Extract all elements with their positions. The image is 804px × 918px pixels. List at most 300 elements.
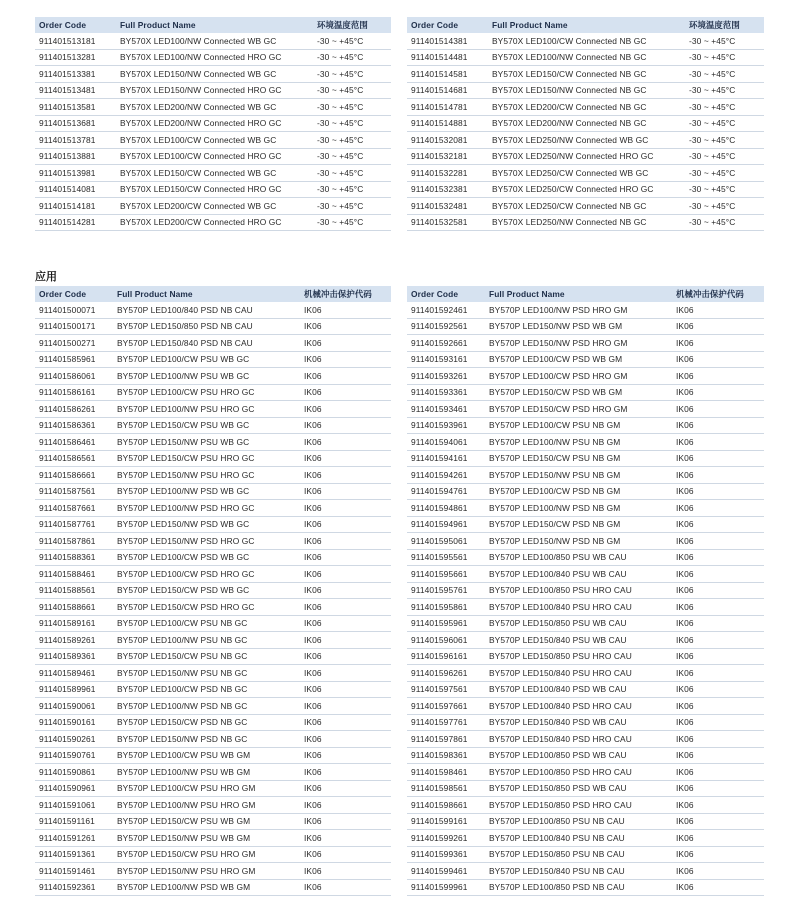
table-row xyxy=(407,764,764,781)
cell-order-code: 911401589161 xyxy=(35,615,113,632)
table-row xyxy=(407,165,764,182)
cell-product-name: BY570P LED100/CW PSU NB GM xyxy=(485,417,672,434)
cell-spec-value: IK06 xyxy=(300,368,391,385)
cell-product-name: BY570P LED100/840 PSU WB CAU xyxy=(485,566,672,583)
cell-order-code: 911401514181 xyxy=(35,198,116,215)
cell-product-name: BY570P LED100/NW PSD HRO GC xyxy=(113,500,300,517)
column-header-spec-value: 环境温度范围 xyxy=(313,17,391,33)
cell-order-code: 911401513581 xyxy=(35,99,116,116)
table-row xyxy=(35,302,391,318)
cell-spec-value: IK06 xyxy=(672,632,764,649)
table-row xyxy=(407,132,764,149)
cell-product-name: BY570P LED150/840 PSD HRO CAU xyxy=(485,731,672,748)
cell-order-code: 911401593161 xyxy=(407,351,485,368)
cell-order-code: 911401586461 xyxy=(35,434,113,451)
cell-product-name: BY570P LED150/CW PSU WB GC xyxy=(113,417,300,434)
cell-product-name: BY570X LED200/CW Connected NB GC xyxy=(488,99,685,116)
cell-product-name: BY570X LED100/CW Connected WB GC xyxy=(116,132,313,149)
cell-product-name: BY570P LED150/CW PSD HRO GC xyxy=(113,599,300,616)
cell-order-code: 911401590061 xyxy=(35,698,113,715)
cell-order-code: 911401532381 xyxy=(407,181,488,198)
table-row xyxy=(35,49,391,66)
table-row xyxy=(407,49,764,66)
cell-order-code: 911401594261 xyxy=(407,467,485,484)
cell-order-code: 911401597861 xyxy=(407,731,485,748)
cell-spec-value: -30 ~ +45°C xyxy=(685,214,764,231)
cell-spec-value: IK06 xyxy=(300,879,391,896)
table-row xyxy=(35,198,391,215)
table-row xyxy=(407,467,764,484)
cell-product-name: BY570X LED250/CW Connected NB GC xyxy=(488,198,685,215)
cell-product-name: BY570P LED100/NW PSU HRO GM xyxy=(113,797,300,814)
cell-order-code: 911401587661 xyxy=(35,500,113,517)
cell-spec-value: IK06 xyxy=(300,500,391,517)
table-row xyxy=(407,879,764,896)
table-row xyxy=(407,99,764,116)
cell-spec-value: -30 ~ +45°C xyxy=(685,181,764,198)
table-row xyxy=(35,665,391,682)
cell-product-name: BY570P LED100/NW PSU WB GM xyxy=(113,764,300,781)
cell-spec-value: IK06 xyxy=(672,665,764,682)
cell-order-code: 911401597661 xyxy=(407,698,485,715)
cell-product-name: BY570P LED100/850 PSU WB CAU xyxy=(485,549,672,566)
table-row xyxy=(407,813,764,830)
cell-product-name: BY570P LED100/840 PSD NB CAU xyxy=(113,302,300,318)
cell-order-code: 911401591461 xyxy=(35,863,113,880)
cell-order-code: 911401586561 xyxy=(35,450,113,467)
cell-product-name: BY570X LED150/CW Connected WB GC xyxy=(116,165,313,182)
cell-order-code: 911401500171 xyxy=(35,318,113,335)
cell-order-code: 911401593261 xyxy=(407,368,485,385)
table-row xyxy=(407,434,764,451)
table-row xyxy=(35,764,391,781)
cell-spec-value: IK06 xyxy=(672,384,764,401)
cell-order-code: 911401586361 xyxy=(35,417,113,434)
cell-spec-value: -30 ~ +45°C xyxy=(685,99,764,116)
cell-product-name: BY570P LED150/CW PSU NB GM xyxy=(485,450,672,467)
cell-order-code: 911401598361 xyxy=(407,747,485,764)
cell-spec-value: -30 ~ +45°C xyxy=(313,198,391,215)
cell-product-name: BY570P LED150/CW PSD NB GC xyxy=(113,714,300,731)
cell-order-code: 911401500271 xyxy=(35,335,113,352)
cell-order-code: 911401598561 xyxy=(407,780,485,797)
cell-order-code: 911401513281 xyxy=(35,49,116,66)
cell-spec-value: IK06 xyxy=(300,533,391,550)
cell-product-name: BY570P LED100/CW PSU NB GC xyxy=(113,615,300,632)
table-row xyxy=(35,516,391,533)
cell-order-code: 911401587561 xyxy=(35,483,113,500)
cell-product-name: BY570P LED150/840 PSD WB CAU xyxy=(485,714,672,731)
column-header-spec-value: 环境温度范围 xyxy=(685,17,764,33)
cell-product-name: BY570P LED150/CW PSU WB GM xyxy=(113,813,300,830)
table-row xyxy=(35,500,391,517)
cell-spec-value: IK06 xyxy=(300,714,391,731)
cell-order-code: 911401591061 xyxy=(35,797,113,814)
cell-order-code: 911401594761 xyxy=(407,483,485,500)
table-row xyxy=(407,450,764,467)
cell-order-code: 911401597561 xyxy=(407,681,485,698)
cell-order-code: 911401596061 xyxy=(407,632,485,649)
cell-spec-value: IK06 xyxy=(300,830,391,847)
cell-order-code: 911401598461 xyxy=(407,764,485,781)
cell-product-name: BY570P LED100/NW PSD NB GM xyxy=(485,500,672,517)
table-row xyxy=(407,115,764,132)
cell-order-code: 911401595561 xyxy=(407,549,485,566)
cell-spec-value: -30 ~ +45°C xyxy=(313,132,391,149)
cell-order-code: 911401514481 xyxy=(407,49,488,66)
cell-product-name: BY570P LED100/NW PSU NB GC xyxy=(113,632,300,649)
cell-product-name: BY570X LED250/NW Connected HRO GC xyxy=(488,148,685,165)
cell-spec-value: -30 ~ +45°C xyxy=(685,33,764,49)
cell-order-code: 911401595861 xyxy=(407,599,485,616)
table-row xyxy=(35,549,391,566)
table-row xyxy=(35,450,391,467)
cell-spec-value: -30 ~ +45°C xyxy=(685,148,764,165)
table-row xyxy=(35,115,391,132)
cell-spec-value: -30 ~ +45°C xyxy=(313,165,391,182)
cell-spec-value: IK06 xyxy=(672,434,764,451)
table-row xyxy=(407,780,764,797)
column-header-product-name: Full Product Name xyxy=(116,17,313,33)
table-row xyxy=(35,681,391,698)
cell-spec-value: IK06 xyxy=(672,483,764,500)
cell-order-code: 911401595061 xyxy=(407,533,485,550)
table-row xyxy=(35,813,391,830)
cell-spec-value: IK06 xyxy=(672,780,764,797)
table-row xyxy=(407,731,764,748)
cell-order-code: 911401598661 xyxy=(407,797,485,814)
table-row xyxy=(35,714,391,731)
table-row xyxy=(407,302,764,318)
cell-spec-value: -30 ~ +45°C xyxy=(313,181,391,198)
cell-product-name: BY570P LED100/840 PSU HRO CAU xyxy=(485,599,672,616)
cell-product-name: BY570X LED150/CW Connected NB GC xyxy=(488,66,685,83)
cell-order-code: 911401514081 xyxy=(35,181,116,198)
table-row xyxy=(35,747,391,764)
cell-order-code: 911401599161 xyxy=(407,813,485,830)
cell-product-name: BY570X LED200/NW Connected NB GC xyxy=(488,115,685,132)
cell-order-code: 911401594861 xyxy=(407,500,485,517)
table-row xyxy=(35,615,391,632)
cell-product-name: BY570P LED150/CW PSU HRO GC xyxy=(113,450,300,467)
table-row xyxy=(407,533,764,550)
table-row xyxy=(407,582,764,599)
cell-order-code: 911401595961 xyxy=(407,615,485,632)
cell-order-code: 911401596261 xyxy=(407,665,485,682)
table-row xyxy=(35,384,391,401)
table-row xyxy=(407,698,764,715)
cell-product-name: BY570P LED150/850 PSU HRO CAU xyxy=(485,648,672,665)
cell-order-code: 911401590961 xyxy=(35,780,113,797)
cell-spec-value: IK06 xyxy=(672,813,764,830)
table-row xyxy=(407,549,764,566)
cell-order-code: 911401513681 xyxy=(35,115,116,132)
cell-product-name: BY570P LED150/CW PSD WB GC xyxy=(113,582,300,599)
cell-order-code: 911401599961 xyxy=(407,879,485,896)
cell-order-code: 911401589361 xyxy=(35,648,113,665)
cell-spec-value: IK06 xyxy=(672,302,764,318)
cell-product-name: BY570P LED100/CW PSU WB GC xyxy=(113,351,300,368)
cell-spec-value: IK06 xyxy=(300,566,391,583)
cell-spec-value: IK06 xyxy=(672,830,764,847)
cell-spec-value: IK06 xyxy=(300,665,391,682)
cell-product-name: BY570P LED100/NW PSD HRO GM xyxy=(485,302,672,318)
cell-product-name: BY570P LED150/NW PSU HRO GC xyxy=(113,467,300,484)
cell-order-code: 911401586261 xyxy=(35,401,113,418)
cell-product-name: BY570P LED150/850 PSU NB CAU xyxy=(485,846,672,863)
cell-product-name: BY570P LED150/NW PSU HRO GM xyxy=(113,863,300,880)
cell-spec-value: IK06 xyxy=(672,681,764,698)
cell-product-name: BY570P LED150/NW PSD WB GM xyxy=(485,318,672,335)
cell-product-name: BY570P LED150/NW PSD NB GC xyxy=(113,731,300,748)
column-header-spec-value: 机械冲击保护代码 xyxy=(672,286,764,302)
cell-product-name: BY570P LED150/NW PSD HRO GC xyxy=(113,533,300,550)
cell-order-code: 911401595761 xyxy=(407,582,485,599)
table-row xyxy=(407,846,764,863)
table-row xyxy=(35,335,391,352)
cell-spec-value: IK06 xyxy=(672,450,764,467)
cell-product-name: BY570P LED150/840 PSU WB CAU xyxy=(485,632,672,649)
table-header-row xyxy=(407,286,764,302)
cell-order-code: 911401599361 xyxy=(407,846,485,863)
table-row xyxy=(407,648,764,665)
table-row xyxy=(35,33,391,49)
cell-spec-value: IK06 xyxy=(300,632,391,649)
impact-table-right xyxy=(407,286,764,896)
cell-spec-value: IK06 xyxy=(300,434,391,451)
cell-order-code: 911401587861 xyxy=(35,533,113,550)
table-header-row xyxy=(407,17,764,33)
cell-product-name: BY570P LED100/CW PSU WB GM xyxy=(113,747,300,764)
table-row xyxy=(35,132,391,149)
cell-order-code: 911401592561 xyxy=(407,318,485,335)
cell-product-name: BY570X LED150/CW Connected HRO GC xyxy=(116,181,313,198)
cell-order-code: 911401532181 xyxy=(407,148,488,165)
cell-order-code: 911401513481 xyxy=(35,82,116,99)
column-header-order-code: Order Code xyxy=(35,17,116,33)
cell-order-code: 911401588461 xyxy=(35,566,113,583)
cell-order-code: 911401599461 xyxy=(407,863,485,880)
cell-order-code: 911401513981 xyxy=(35,165,116,182)
cell-order-code: 911401513781 xyxy=(35,132,116,149)
cell-order-code: 911401590261 xyxy=(35,731,113,748)
table-row xyxy=(35,846,391,863)
cell-product-name: BY570P LED100/850 PSD WB CAU xyxy=(485,747,672,764)
table-header-row xyxy=(35,286,391,302)
cell-order-code: 911401514581 xyxy=(407,66,488,83)
table-row xyxy=(407,483,764,500)
cell-product-name: BY570P LED100/850 PSD HRO CAU xyxy=(485,764,672,781)
section-title: 应用 xyxy=(35,270,57,283)
cell-spec-value: -30 ~ +45°C xyxy=(313,66,391,83)
cell-product-name: BY570P LED100/NW PSU HRO GC xyxy=(113,401,300,418)
cell-order-code: 911401587761 xyxy=(35,516,113,533)
cell-product-name: BY570P LED100/NW PSD NB GC xyxy=(113,698,300,715)
cell-order-code: 911401590761 xyxy=(35,747,113,764)
cell-product-name: BY570P LED100/NW PSD WB GC xyxy=(113,483,300,500)
cell-order-code: 911401500071 xyxy=(35,302,113,318)
cell-order-code: 911401585961 xyxy=(35,351,113,368)
cell-product-name: BY570X LED100/NW Connected NB GC xyxy=(488,49,685,66)
cell-product-name: BY570P LED100/CW PSD WB GM xyxy=(485,351,672,368)
cell-product-name: BY570P LED150/CW PSD WB GM xyxy=(485,384,672,401)
table-row xyxy=(407,417,764,434)
cell-product-name: BY570P LED100/NW PSU NB GM xyxy=(485,434,672,451)
table-row xyxy=(407,401,764,418)
cell-order-code: 911401589961 xyxy=(35,681,113,698)
cell-product-name: BY570X LED250/NW Connected NB GC xyxy=(488,214,685,231)
cell-spec-value: IK06 xyxy=(672,731,764,748)
cell-order-code: 911401532581 xyxy=(407,214,488,231)
cell-order-code: 911401588661 xyxy=(35,599,113,616)
cell-spec-value: -30 ~ +45°C xyxy=(313,33,391,49)
cell-spec-value: IK06 xyxy=(300,384,391,401)
table-row xyxy=(407,830,764,847)
cell-spec-value: IK06 xyxy=(300,780,391,797)
table-row xyxy=(35,181,391,198)
table-row xyxy=(407,82,764,99)
table-row xyxy=(407,566,764,583)
cell-product-name: BY570P LED100/840 PSD WB CAU xyxy=(485,681,672,698)
temperature-table-right xyxy=(407,17,764,231)
table-row xyxy=(407,599,764,616)
table-row xyxy=(407,500,764,517)
table-row xyxy=(407,681,764,698)
cell-spec-value: IK06 xyxy=(300,731,391,748)
cell-spec-value: -30 ~ +45°C xyxy=(313,148,391,165)
cell-spec-value: IK06 xyxy=(300,401,391,418)
cell-spec-value: IK06 xyxy=(300,681,391,698)
cell-spec-value: IK06 xyxy=(672,648,764,665)
table-row xyxy=(35,417,391,434)
cell-spec-value: IK06 xyxy=(672,549,764,566)
cell-order-code: 911401586061 xyxy=(35,368,113,385)
table-row xyxy=(407,318,764,335)
cell-product-name: BY570P LED150/840 PSU NB CAU xyxy=(485,863,672,880)
cell-product-name: BY570P LED100/CW PSD NB GM xyxy=(485,483,672,500)
cell-product-name: BY570P LED150/NW PSU NB GC xyxy=(113,665,300,682)
cell-spec-value: IK06 xyxy=(300,648,391,665)
cell-spec-value: IK06 xyxy=(672,566,764,583)
cell-spec-value: IK06 xyxy=(300,450,391,467)
cell-spec-value: IK06 xyxy=(300,599,391,616)
cell-spec-value: IK06 xyxy=(672,698,764,715)
table-row xyxy=(407,214,764,231)
cell-spec-value: -30 ~ +45°C xyxy=(313,82,391,99)
column-header-product-name: Full Product Name xyxy=(485,286,672,302)
cell-spec-value: IK06 xyxy=(300,582,391,599)
cell-order-code: 911401593361 xyxy=(407,384,485,401)
cell-order-code: 911401599261 xyxy=(407,830,485,847)
cell-spec-value: IK06 xyxy=(672,417,764,434)
cell-spec-value: IK06 xyxy=(672,797,764,814)
cell-product-name: BY570X LED100/CW Connected NB GC xyxy=(488,33,685,49)
cell-product-name: BY570P LED150/NW PSU WB GC xyxy=(113,434,300,451)
cell-spec-value: IK06 xyxy=(672,351,764,368)
table-row xyxy=(35,731,391,748)
cell-order-code: 911401592361 xyxy=(35,879,113,896)
cell-spec-value: IK06 xyxy=(672,401,764,418)
cell-product-name: BY570P LED150/850 PSD WB CAU xyxy=(485,780,672,797)
cell-product-name: BY570P LED150/850 PSU WB CAU xyxy=(485,615,672,632)
cell-order-code: 911401595661 xyxy=(407,566,485,583)
cell-spec-value: -30 ~ +45°C xyxy=(685,49,764,66)
cell-spec-value: IK06 xyxy=(300,764,391,781)
table-row xyxy=(407,148,764,165)
cell-product-name: BY570X LED100/NW Connected WB GC xyxy=(116,33,313,49)
cell-spec-value: IK06 xyxy=(300,417,391,434)
table-header-row xyxy=(35,17,391,33)
column-header-order-code: Order Code xyxy=(407,17,488,33)
cell-order-code: 911401588361 xyxy=(35,549,113,566)
cell-spec-value: -30 ~ +45°C xyxy=(685,66,764,83)
column-header-product-name: Full Product Name xyxy=(488,17,685,33)
table-row xyxy=(407,665,764,682)
table-row xyxy=(35,82,391,99)
table-row xyxy=(35,698,391,715)
table-row xyxy=(35,599,391,616)
cell-product-name: BY570P LED100/CW PSD WB GC xyxy=(113,549,300,566)
table-row xyxy=(407,368,764,385)
cell-product-name: BY570X LED200/CW Connected WB GC xyxy=(116,198,313,215)
cell-product-name: BY570P LED100/CW PSU HRO GM xyxy=(113,780,300,797)
cell-spec-value: IK06 xyxy=(300,797,391,814)
cell-spec-value: -30 ~ +45°C xyxy=(685,82,764,99)
table-row xyxy=(407,615,764,632)
cell-order-code: 911401593961 xyxy=(407,417,485,434)
cell-spec-value: IK06 xyxy=(672,879,764,896)
cell-order-code: 911401513381 xyxy=(35,66,116,83)
cell-spec-value: IK06 xyxy=(672,764,764,781)
cell-spec-value: IK06 xyxy=(300,335,391,352)
cell-product-name: BY570X LED100/NW Connected HRO GC xyxy=(116,49,313,66)
cell-order-code: 911401513181 xyxy=(35,33,116,49)
cell-product-name: BY570X LED200/NW Connected HRO GC xyxy=(116,115,313,132)
table-row xyxy=(35,863,391,880)
cell-spec-value: IK06 xyxy=(300,813,391,830)
table-row xyxy=(35,351,391,368)
cell-spec-value: IK06 xyxy=(672,582,764,599)
cell-order-code: 911401591261 xyxy=(35,830,113,847)
table-row xyxy=(407,351,764,368)
table-row xyxy=(35,830,391,847)
table-row xyxy=(35,582,391,599)
cell-order-code: 911401591361 xyxy=(35,846,113,863)
temperature-table-left xyxy=(35,17,391,231)
cell-spec-value: IK06 xyxy=(300,549,391,566)
table-row xyxy=(35,483,391,500)
table-row xyxy=(35,797,391,814)
cell-spec-value: IK06 xyxy=(300,302,391,318)
cell-spec-value: -30 ~ +45°C xyxy=(685,165,764,182)
cell-product-name: BY570P LED100/850 PSD NB CAU xyxy=(485,879,672,896)
cell-product-name: BY570P LED150/850 PSD HRO CAU xyxy=(485,797,672,814)
table-row xyxy=(35,780,391,797)
cell-product-name: BY570P LED100/850 PSU NB CAU xyxy=(485,813,672,830)
cell-spec-value: IK06 xyxy=(672,533,764,550)
cell-order-code: 911401596161 xyxy=(407,648,485,665)
cell-order-code: 911401586661 xyxy=(35,467,113,484)
cell-product-name: BY570P LED150/CW PSU HRO GM xyxy=(113,846,300,863)
cell-spec-value: IK06 xyxy=(672,500,764,517)
cell-order-code: 911401589461 xyxy=(35,665,113,682)
cell-order-code: 911401532081 xyxy=(407,132,488,149)
table-row xyxy=(35,214,391,231)
table-row xyxy=(35,99,391,116)
cell-order-code: 911401589261 xyxy=(35,632,113,649)
table-row xyxy=(35,401,391,418)
cell-spec-value: -30 ~ +45°C xyxy=(313,99,391,116)
